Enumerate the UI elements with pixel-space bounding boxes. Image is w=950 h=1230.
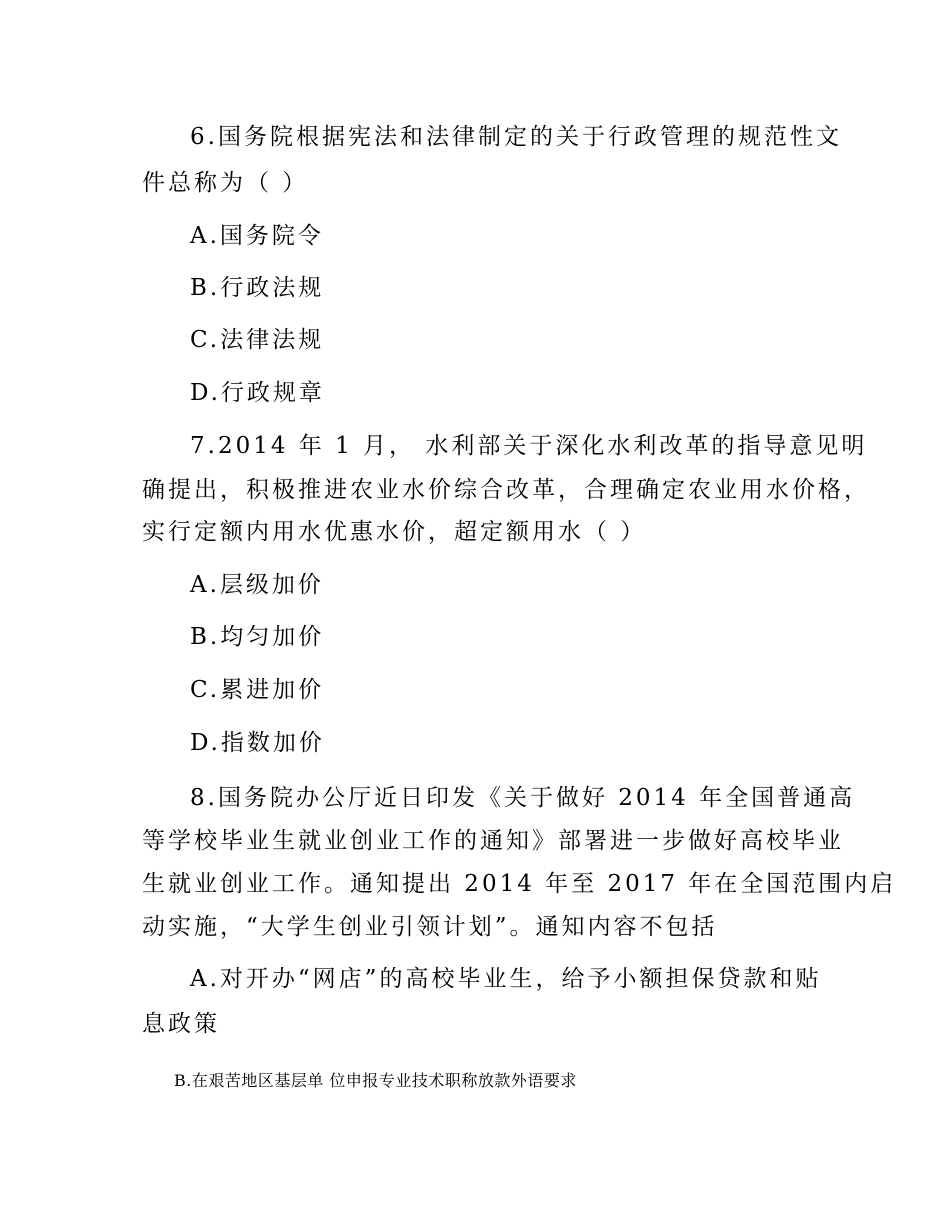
q8-stem-line-4: 动实施，“大学生创业引领计划”。通知内容不包括 bbox=[142, 914, 718, 940]
q7-stem-line-2: 确提出，积极推进农业水价综合改革，合理确定农业用水价格， bbox=[142, 477, 870, 503]
q6-option-c: C.法律法规 bbox=[190, 327, 325, 353]
q7-stem-line-1: 7.2014 年 1 月， 水利部关于深化水利改革的指导意见明 bbox=[190, 433, 868, 459]
q6-stem-line-2: 件总称为（ ） bbox=[142, 170, 309, 196]
q6-stem-line-1: 6.国务院根据宪法和法律制定的关于行政管理的规范性文 bbox=[190, 124, 842, 150]
q7-option-b: B.均匀加价 bbox=[190, 624, 325, 650]
q8-option-a-line-1: A.对开办“网店”的高校毕业生，给予小额担保贷款和贴 bbox=[190, 966, 822, 992]
q8-stem-line-1: 8.国务院办公厅近日印发《关于做好 2014 年全国普通高 bbox=[190, 785, 856, 811]
q6-option-a: A.国务院令 bbox=[190, 223, 324, 249]
q7-option-c: C.累进加价 bbox=[190, 677, 325, 703]
q8-stem-line-2: 等学校毕业生就业创业工作的通知》部署进一步做好高校毕业 bbox=[142, 828, 844, 854]
q6-option-d: D.行政规章 bbox=[190, 380, 325, 406]
q7-option-a: A.层级加价 bbox=[190, 572, 324, 598]
q8-option-b: B.在艰苦地区基层单 位申报专业技术职称放款外语要求 bbox=[174, 1071, 577, 1090]
q8-option-a-line-2: 息政策 bbox=[142, 1011, 220, 1037]
q7-stem-line-3: 实行定额内用水优惠水价，超定额用水（ ） bbox=[142, 519, 647, 545]
q7-option-d: D.指数加价 bbox=[190, 730, 325, 756]
q6-option-b: B.行政法规 bbox=[190, 275, 325, 301]
q8-stem-line-3: 生就业创业工作。通知提出 2014 年至 2017 年在全国范围内启 bbox=[142, 871, 897, 897]
